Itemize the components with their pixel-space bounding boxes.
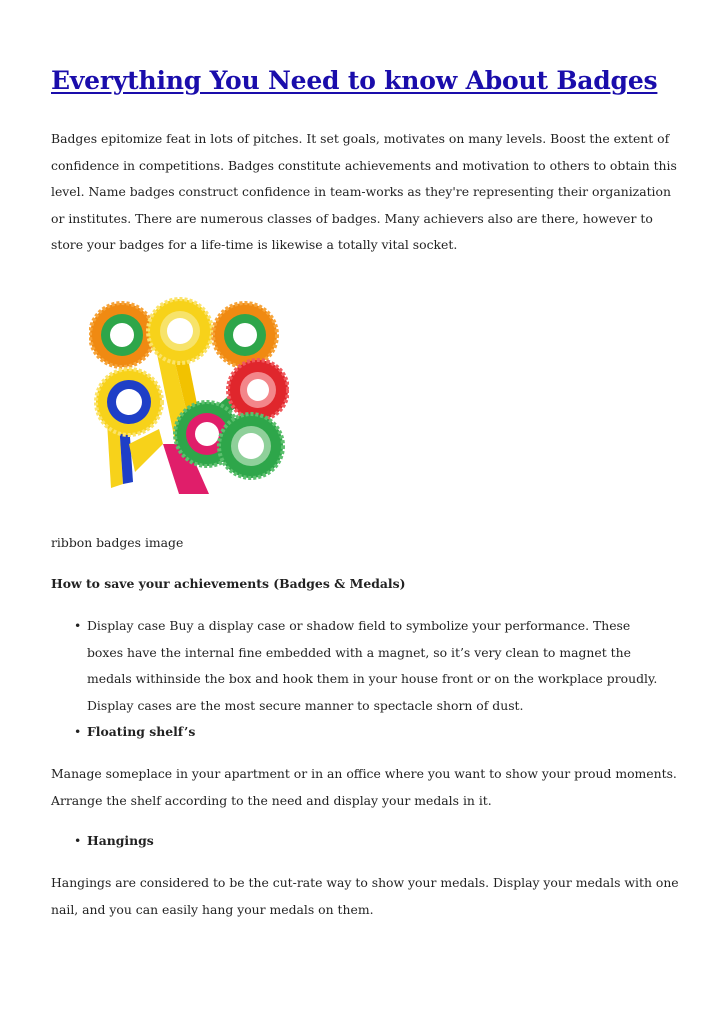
- page-title: [51, 62, 681, 100]
- image-caption: ribbon badges image: [51, 535, 184, 550]
- rosette-orange-green: [90, 303, 154, 367]
- list-item-text: Hangings: [87, 833, 154, 848]
- hangings-list: [51, 828, 661, 855]
- section-heading: How to save your achievements (Badges & Medals): [51, 576, 406, 591]
- floating-shelf-paragraph: Manage someplace in your apartment or in an office where you want to show your proud moments. Arrange the shelf according to the need and display your medals in it.: [51, 766, 677, 808]
- bullet-icon: •: [74, 724, 82, 739]
- list-item-hangings: [51, 828, 661, 855]
- intro-paragraph: Badges epitomize feat in lots of pitches. It set goals, motivates on many levels. Boost the extent of confidence in competitions. Badges constitute achievements and motivation to others to obtain this level. Name badges construct confidence in team-works as they're representing their organization or institutes. There are numerous classes of badges. Many achievers also are there, however to store your badges for a life-time is likewise a totally vital socket.: [51, 131, 677, 252]
- bullet-icon: •: [74, 618, 82, 633]
- document-page: [51, 62, 681, 917]
- rosettes-illustration: [89, 294, 289, 494]
- save-methods-list: [51, 613, 661, 746]
- title-link[interactable]: Everything You Need to know About Badges: [51, 66, 658, 95]
- hangings-paragraph: Hangings are considered to be the cut-rate way to show your medals. Display your medals with one nail, and you can easily hang your medals on them.: [51, 875, 679, 917]
- rosette-blue: [96, 369, 162, 435]
- rosette-green-bottom-right: [219, 414, 283, 478]
- bullet-icon: •: [74, 833, 82, 848]
- list-item-floating-shelf: [51, 719, 661, 746]
- rosette-red: [228, 360, 288, 420]
- list-item-text: Display case Buy a display case or shadow field to symbolize your performance. These boxes have the internal fine embedded with a magnet, so it’s very clean to magnet the medals withinside the box and hook them in your house front or on the workplace proudly. Display cases are the most secure manner to spectacle shorn of dust.: [87, 618, 658, 713]
- list-item-text: Floating shelf’s: [87, 724, 196, 739]
- list-item-display-case: [51, 613, 661, 719]
- ribbon-badges-image: [89, 294, 289, 494]
- rosette-green-top-right: [213, 303, 277, 367]
- rosette-yellow: [148, 299, 212, 363]
